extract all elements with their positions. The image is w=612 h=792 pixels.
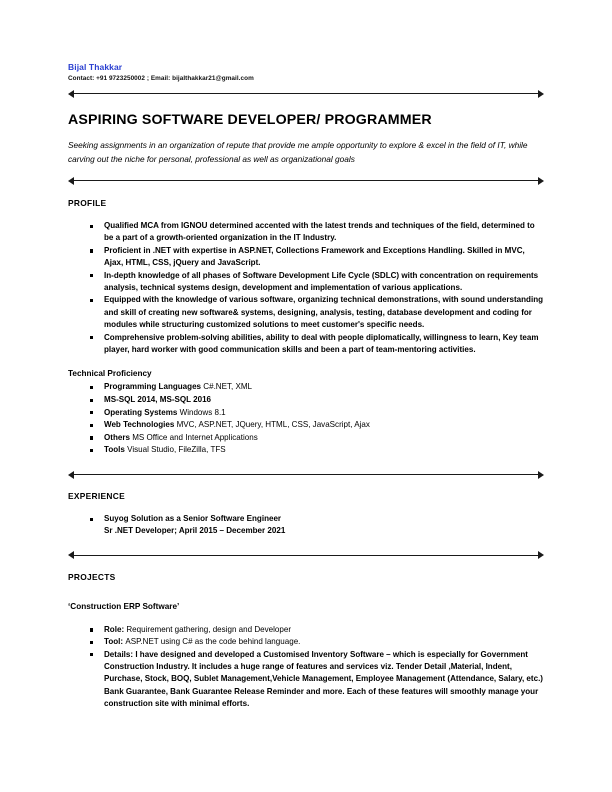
list-item: Comprehensive problem-solving abilities, ability to deal with people diplomatically, willingness to learn, Key team player, hard worker with good communication skills and been a part of team-mentoring activities.: [68, 332, 544, 357]
profile-bullet-list: [68, 220, 544, 356]
arrow-head-right-icon: [538, 177, 544, 185]
tech-value: MVC, ASP.NET, JQuery, HTML, CSS, JavaScript, Ajax: [176, 420, 370, 430]
tech-value: MS Office and Internet Applications: [132, 432, 258, 442]
list-item: [68, 444, 544, 457]
project-name: ‘Construction ERP Software’: [68, 601, 180, 611]
section-heading-profile: PROFILE: [68, 198, 107, 208]
list-item: [68, 407, 544, 420]
subsection-heading-technical-proficiency: Technical Proficiency: [68, 369, 152, 379]
project-field-value: ASP.NET using C# as the code behind language.: [125, 637, 301, 647]
list-item: [68, 513, 544, 538]
divider-bar: [72, 93, 540, 94]
list-item: Equipped with the knowledge of various software, organizing technical demonstrations, with sound understanding and skill of creating new software& systems, designing, analysis, testing, database development and coding for modules while structuring customized solutions to meet customer's specific needs.: [68, 294, 544, 331]
tech-label: Others: [104, 432, 130, 442]
arrow-head-right-icon: [538, 471, 544, 479]
career-objective: Seeking assignments in an organization of repute that provide me ample opportunity to explore & excel in the field of IT, while carving out the niche for personal, professional as well as organizational goals: [68, 140, 528, 164]
list-item: [68, 636, 544, 648]
divider-below-objective: [68, 176, 544, 186]
project-field-value: I have designed and developed a Customised Inventory Software – which is especially for Government Construction Industry. It includes a huge range of features and services viz. Tender Detail ,Material, Indent, Purchase, Stock, BOQ, Sublet Management,Vehicle Management, Employee Management (Attendance, Salary, etc.) Bank Guarantee, Bank Guarantee Release Reminder and more. Each of these features will smoothly manage your construction site with minimal efforts.: [104, 649, 543, 709]
project-field-label: Role:: [104, 624, 125, 634]
arrow-head-right-icon: [538, 90, 544, 98]
divider-above-experience: [68, 470, 544, 480]
page-title: ASPIRING SOFTWARE DEVELOPER/ PROGRAMMER: [68, 112, 432, 128]
list-item: [68, 381, 544, 394]
list-item: [68, 432, 544, 445]
list-item: In-depth knowledge of all phases of Software Development Life Cycle (SDLC) with concentration on requirements analysis, technical systems design, development and implementation of various applications.: [68, 270, 544, 295]
tech-label: Operating Systems: [104, 407, 178, 417]
tech-value: Visual Studio, FileZilla, TFS: [127, 445, 226, 455]
divider-bar: [72, 555, 540, 556]
project-field-label: Details:: [104, 649, 134, 659]
arrow-head-right-icon: [538, 551, 544, 559]
list-item: [68, 419, 544, 432]
tech-label: Web Technologies: [104, 420, 175, 430]
candidate-contact: Contact: +91 9723250002 ; Email: bijalthakkar21@gmail.com: [68, 75, 254, 82]
project-field-label: Tool:: [104, 637, 124, 647]
experience-list: [68, 513, 544, 538]
list-item: [68, 649, 544, 711]
tech-label: Programming Languages: [104, 382, 202, 392]
projects-bullet-list: [68, 624, 544, 711]
section-heading-projects: PROJECTS: [68, 571, 116, 582]
experience-company: Suyog Solution as a Senior Software Engineer: [104, 514, 282, 524]
experience-role-dates: Sr .NET Developer; April 2015 – December 2021: [104, 526, 286, 536]
resume-content: [68, 62, 544, 711]
list-item: [68, 394, 544, 407]
divider-above-projects: [68, 551, 544, 561]
candidate-name: Bijal Thakkar: [68, 62, 123, 72]
divider-bar: [72, 180, 540, 181]
divider-below-contact: [68, 89, 544, 99]
list-item: Proficient in .NET with expertise in ASP.NET, Collections Framework and Exceptions Handling. Skilled in MVC, Ajax, HTML, CSS, jQuery and JavaScript.: [68, 245, 544, 270]
project-field-value: Requirement gathering, design and Developer: [126, 624, 291, 634]
list-item: Qualified MCA from IGNOU determined accented with the latest trends and techniques of the field, determined to be a part of a growth-oriented organization in the IT Industry.: [68, 220, 544, 245]
tech-value: C#.NET, XML: [203, 382, 253, 392]
list-item: [68, 624, 544, 636]
tech-label: Tools: [104, 445, 125, 455]
divider-bar: [72, 474, 540, 475]
tech-label: MS-SQL 2014, MS-SQL 2016: [104, 395, 212, 405]
tech-value: Windows 8.1: [179, 407, 226, 417]
section-heading-experience: EXPERIENCE: [68, 491, 125, 502]
technical-proficiency-list: [68, 381, 544, 457]
